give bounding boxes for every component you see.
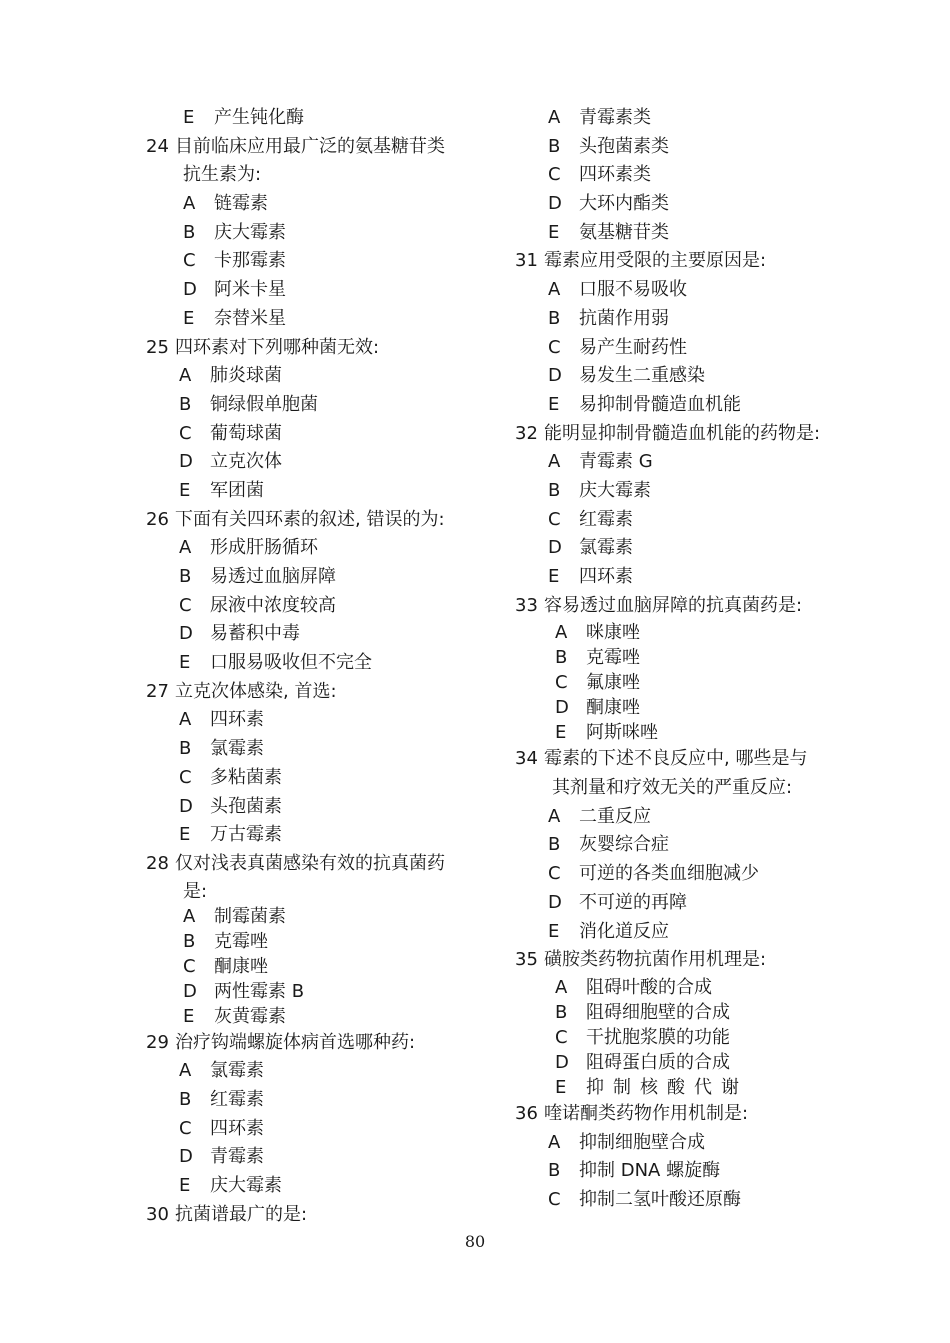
option-letter: A [179,537,192,559]
question-34-stem [515,745,865,774]
question-text: 磺胺类药物抗菌作用机理是: [544,949,767,971]
option-letter: B [548,307,561,329]
option-letter: B [179,566,192,587]
option-letter: A [555,976,568,998]
option-letter: D [183,279,197,301]
question-number: 25 [146,336,169,358]
option-text: 四环素类 [579,164,651,186]
option-text: 青霉素 [210,1146,264,1168]
option-row [515,104,865,133]
option-row [515,803,865,832]
option-text: 咪康唑 [586,622,640,644]
option-row [515,720,865,745]
option-row [515,219,865,248]
option-letter: E [183,1005,195,1027]
option-row [515,1000,865,1025]
option-text: 不可逆的再障 [579,891,687,913]
option-text: 氯霉素 [210,738,264,760]
option-letter: D [548,365,562,387]
question-number: 27 [146,680,169,702]
option-letter: E [179,652,191,674]
option-text: 克霉唑 [586,647,640,669]
option-letter: B [548,1160,561,1182]
option-text: 酮康唑 [586,697,640,719]
option-row [515,362,865,391]
question-30-stem [146,1201,496,1230]
option-letter: C [548,508,561,530]
option-letter: A [548,805,561,827]
option-text: 氨基糖苷类 [579,221,669,243]
option-text: 奈替米星 [214,307,286,329]
option-row [146,821,496,850]
option-letter: C [183,955,196,977]
option-row [146,276,496,305]
option-letter: C [179,766,192,788]
option-row [146,764,496,793]
option-text: 庆大霉素 [210,1175,282,1196]
option-text: 灰黄霉素 [214,1005,286,1027]
option-letter: E [548,221,560,243]
option-row [515,477,865,506]
option-row [515,1025,865,1050]
option-letter: D [183,980,197,1002]
option-text: 抗菌作用弱 [579,307,669,329]
option-letter: D [179,623,193,645]
option-letter: B [183,221,196,243]
option-row [146,1172,496,1201]
option-letter: B [179,393,192,415]
question-number: 35 [515,949,538,971]
right-column [515,104,865,1215]
option-letter: E [179,824,191,846]
option-row [515,506,865,535]
option-letter: E [183,307,195,329]
question-34-stem-cont: 其剂量和疗效无关的严重反应: [552,777,793,799]
option-row [146,592,496,621]
option-letter: E [555,1076,567,1098]
option-row [515,1129,865,1158]
question-text: 喹诺酮类药物作用机制是: [544,1102,749,1124]
option-letter: C [548,1188,561,1210]
option-text: 青霉素 G [579,451,653,473]
option-letter: C [183,250,196,272]
question-text: 抗菌谱最广的是: [175,1203,308,1225]
option-text: 庆大霉素 [579,479,651,501]
option-text: 灰婴综合症 [579,834,669,856]
option-text: 葡萄球菌 [210,422,282,444]
option-row [515,391,865,420]
option-letter: D [555,1051,569,1073]
option-letter: A [548,279,561,301]
option-letter: A [548,107,561,128]
option-row [515,620,865,645]
option-letter: C [179,422,192,444]
option-row [515,563,865,592]
option-text: 抑制核酸代谢 [586,1076,748,1098]
option-letter: D [548,891,562,913]
option-row [515,695,865,720]
option-text: 肺炎球菌 [210,365,282,387]
option-text: 大环内酯类 [579,193,669,215]
option-letter: A [179,709,192,731]
option-text: 阻碍叶酸的合成 [586,976,712,998]
question-24-stem [146,133,496,162]
option-row [146,904,496,929]
option-row [515,448,865,477]
question-28-stem [146,850,496,879]
option-letter: D [555,697,569,719]
option-row [515,645,865,670]
option-row [515,1050,865,1075]
option-text: 红霉素 [210,1088,264,1110]
option-text: 青霉素类 [579,107,651,128]
option-text: 氟康唑 [586,672,640,694]
option-letter: A [555,622,568,644]
option-text: 头孢菌素类 [579,135,669,157]
option-row [146,1086,496,1115]
option-row [146,1004,496,1029]
question-number: 30 [146,1203,169,1225]
question-32-stem [515,420,865,449]
question-text: 治疗钩端螺旋体病首选哪种药: [175,1031,416,1053]
option-row [146,190,496,219]
option-row [515,534,865,563]
option-letter: A [183,905,196,927]
option-letter: E [183,107,195,128]
question-text: 立克次体感染, 首选: [175,680,337,702]
option-text: 干扰胞浆膜的功能 [586,1026,730,1048]
question-text: 能明显抑制骨髓造血机能的药物是: [544,422,821,444]
question-35-stem [515,946,865,975]
option-row [515,190,865,219]
option-letter: C [548,336,561,358]
option-text: 抑制 DNA 螺旋酶 [579,1160,721,1182]
option-row [146,104,496,133]
question-text: 仅对浅表真菌感染有效的抗真菌药 [175,852,445,874]
option-letter: A [548,451,561,473]
option-text: 四环素 [210,1117,264,1139]
option-text: 庆大霉素 [214,221,286,243]
option-letter: E [179,479,191,501]
option-text: 链霉素 [214,193,268,215]
option-text: 二重反应 [579,805,651,827]
question-text: 四环素对下列哪种菌无效: [175,336,380,358]
option-row [515,305,865,334]
option-text: 阿米卡星 [214,279,286,301]
option-row [146,362,496,391]
option-text: 两性霉素 B [214,980,305,1002]
question-24-stem-cont: 抗生素为: [183,164,262,186]
option-row [146,391,496,420]
option-letter: C [179,1117,192,1139]
question-number: 33 [515,594,538,616]
option-text: 易抑制骨髓造血机能 [579,393,741,415]
option-letter: A [183,193,196,215]
option-letter: B [548,479,561,501]
option-letter: C [555,672,568,694]
option-row [515,889,865,918]
option-row [146,1057,496,1086]
option-row [515,1157,865,1186]
page-number: 80 [464,1232,486,1251]
option-text: 易蓄积中毒 [210,623,300,645]
option-letter: E [179,1175,191,1196]
option-letter: B [183,930,196,952]
option-text: 氯霉素 [210,1060,264,1082]
option-text: 抑制二氢叶酸还原酶 [579,1188,741,1210]
option-row [146,735,496,764]
option-text: 形成肝肠循环 [210,537,318,559]
question-36-stem [515,1100,865,1129]
question-number: 34 [515,748,538,770]
option-letter: D [548,193,562,215]
option-letter: D [179,1146,193,1168]
option-text: 消化道反应 [579,920,669,942]
option-row [146,477,496,506]
option-letter: B [548,135,561,157]
question-number: 36 [515,1102,538,1124]
option-letter: C [548,863,561,885]
option-row [146,563,496,592]
option-row [146,1143,496,1172]
option-text: 克霉唑 [214,930,268,952]
question-25-stem [146,334,496,363]
question-number: 28 [146,852,169,874]
question-text: 容易透过血脑屏障的抗真菌药是: [544,594,803,616]
option-letter: B [179,1088,192,1110]
question-number: 24 [146,135,169,157]
option-letter: E [548,566,560,587]
option-letter: C [555,1026,568,1048]
option-row [146,247,496,276]
option-text: 易发生二重感染 [579,365,705,387]
option-letter: A [179,365,192,387]
option-letter: D [548,537,562,559]
question-27-stem [146,678,496,707]
option-text: 四环素 [579,566,633,587]
option-letter: B [548,834,561,856]
option-text: 可逆的各类血细胞减少 [579,863,759,885]
option-text: 易透过血脑屏障 [210,566,336,587]
option-row [515,161,865,190]
option-text: 氯霉素 [579,537,633,559]
question-29-stem [146,1029,496,1058]
option-row [146,793,496,822]
option-row [515,133,865,162]
option-row [515,1186,865,1215]
option-text: 口服不易吸收 [579,279,687,301]
option-text: 卡那霉素 [214,250,286,272]
question-number: 26 [146,508,169,530]
option-letter: B [555,1001,568,1023]
question-33-stem [515,592,865,621]
option-row [146,219,496,248]
option-text: 口服易吸收但不完全 [210,652,372,674]
question-number: 32 [515,422,538,444]
option-row [515,670,865,695]
option-row [146,448,496,477]
option-row [146,305,496,334]
option-letter: A [548,1131,561,1153]
option-text: 红霉素 [579,508,633,530]
question-text: 目前临床应用最广泛的氨基糖苷类 [175,135,445,157]
option-text: 多粘菌素 [210,766,282,788]
option-letter: C [548,164,561,186]
option-row [146,420,496,449]
question-26-stem [146,506,496,535]
option-row [146,979,496,1004]
option-text: 产生钝化酶 [214,107,304,128]
option-text: 万古霉素 [210,824,282,846]
question-28-stem-cont: 是: [183,880,208,902]
option-text: 铜绿假单胞菌 [210,393,318,415]
option-text: 阻碍细胞壁的合成 [586,1001,730,1023]
option-row [515,831,865,860]
option-text: 易产生耐药性 [579,336,687,358]
question-text: 霉素应用受限的主要原因是: [544,250,767,272]
option-letter: E [555,722,567,744]
option-row [146,1115,496,1144]
option-text: 制霉菌素 [214,905,286,927]
option-row [146,534,496,563]
option-text: 军团菌 [210,479,264,501]
option-row [515,276,865,305]
option-row [146,954,496,979]
option-row [146,649,496,678]
option-text: 头孢菌素 [210,795,282,817]
question-text: 霉素的下述不良反应中, 哪些是与 [544,748,808,770]
option-row [515,975,865,1000]
question-31-stem [515,247,865,276]
option-row [146,620,496,649]
option-letter: A [179,1060,192,1082]
option-row [146,929,496,954]
option-letter: C [179,594,192,616]
option-letter: B [179,738,192,760]
option-row [515,860,865,889]
option-letter: E [548,393,560,415]
option-letter: E [548,920,560,942]
question-number: 31 [515,250,538,272]
option-text: 阿斯咪唑 [586,722,658,744]
option-text: 抑制细胞壁合成 [579,1131,705,1153]
left-column [146,104,496,1229]
option-text: 酮康唑 [214,955,268,977]
option-letter: D [179,451,193,473]
option-text: 阻碍蛋白质的合成 [586,1051,730,1073]
option-text: 立克次体 [210,451,282,473]
option-text: 四环素 [210,709,264,731]
question-text: 下面有关四环素的叙述, 错误的为: [175,508,445,530]
option-letter: B [555,647,568,669]
option-row [515,334,865,363]
option-row [515,918,865,947]
question-number: 29 [146,1031,169,1053]
option-letter: D [179,795,193,817]
option-row [515,1075,865,1100]
option-text: 尿液中浓度较高 [210,594,336,616]
option-row [146,706,496,735]
